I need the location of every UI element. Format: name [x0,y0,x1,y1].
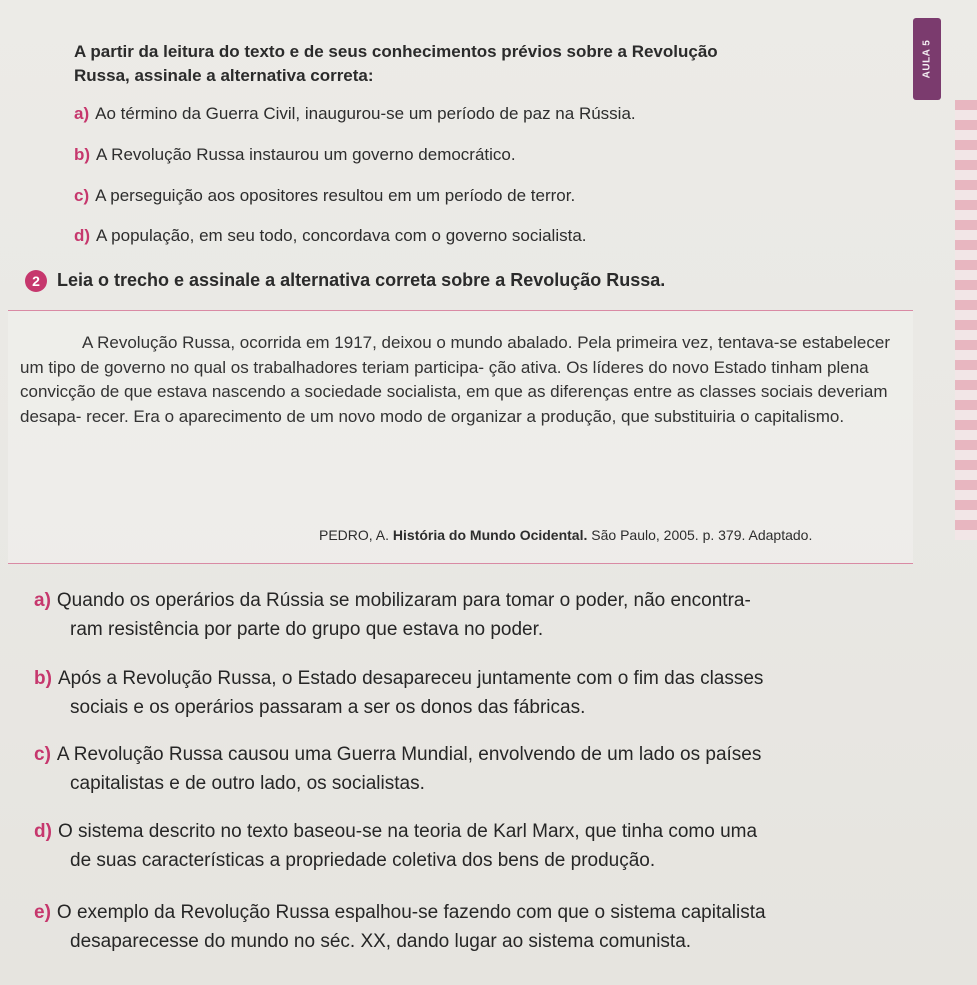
option-letter: a) [34,590,51,611]
question2-option-d[interactable] [34,817,944,875]
lesson-side-tab [913,18,941,100]
question1-stem-line2: Russa, assinale a alternativa correta: [74,66,374,85]
option-text-line1: A Revolução Russa causou uma Guerra Mundial, envolvendo de um lado os países [56,744,762,765]
margin-stripes [955,100,977,540]
question1-option-d[interactable] [74,225,587,247]
option-text-line1: Quando os operários da Rússia se mobilizaram para tomar o poder, não encontra- [56,590,751,611]
excerpt-line: o capitalismo. [740,406,845,426]
option-letter: b) [74,145,91,164]
option-letter: b) [34,668,52,689]
excerpt-line: tentava-se estabelecer um tipo de governo no qual os trabalhadores teriam participa- [20,333,890,377]
option-letter: a) [74,104,90,123]
option-text-line2: capitalistas e de outro lado, os socialistas. [70,773,425,794]
option-text: A população, em seu todo, concordava com o governo socialista. [96,226,587,245]
option-text: A perseguição aos opositores resultou em um período de terror. [95,186,576,205]
excerpt-box [8,310,913,564]
question1-option-a[interactable] [74,103,636,125]
citation-details: São Paulo, 2005. p. 379. Adaptado. [591,527,813,543]
option-text: A Revolução Russa instaurou um governo democrático. [96,145,516,164]
option-text-line2: desaparecesse do mundo no séc. XX, dando lugar ao sistema comunista. [70,931,692,952]
citation-author: PEDRO, A. [319,527,390,543]
option-text-line1: O sistema descrito no texto baseou-se na teoria de Karl Marx, que tinha como uma [57,821,758,842]
excerpt-line: ção ativa. Os líderes do novo Estado tinham plena convicção de que estava nascendo [20,357,869,401]
excerpt-text [20,331,905,429]
question2-option-b[interactable] [34,664,944,722]
question1-stem-line1: A partir da leitura do texto e de seus conhecimentos prévios sobre a Revolução [74,42,718,61]
option-text-line2: sociais e os operários passaram a ser os donos das fábricas. [70,697,586,718]
question2-option-a[interactable] [34,586,944,644]
option-letter: e) [34,902,51,923]
excerpt-line: recer. Era o aparecimento de um novo modo de organizar a produção, que substituiria [86,406,736,426]
option-text-line2: ram resistência por parte do grupo que estava no poder. [70,619,544,640]
question1-stem [74,40,874,88]
option-letter: d) [74,226,91,245]
question1-option-c[interactable] [74,185,575,207]
excerpt-line: a sociedade socialista, em que as diferenças entre as classes sociais deveriam desapa- [20,382,888,426]
citation-title: História do Mundo Ocidental. [392,527,588,543]
option-letter: c) [34,744,51,765]
option-text-line2: de suas características a propriedade coletiva dos bens de produção. [70,850,656,871]
question2-option-c[interactable] [34,740,944,798]
question2-number-badge: 2 [25,270,47,292]
option-letter: c) [74,186,90,205]
lesson-tab-label: AULA 5 [921,39,933,79]
question1-option-b[interactable] [74,144,516,166]
excerpt-citation [319,527,812,543]
option-text: Ao término da Guerra Civil, inaugurou-se um período de paz na Rússia. [95,104,636,123]
excerpt-line: A Revolução Russa, ocorrida em 1917, deixou o mundo abalado. Pela primeira vez, [82,333,714,352]
question2-option-e[interactable] [34,898,944,956]
option-text-line1: Após a Revolução Russa, o Estado desapareceu juntamente com o fim das classes [57,668,764,689]
question2-stem: Leia o trecho e assinale a alternativa correta sobre a Revolução Russa. [57,270,666,290]
option-text-line1: O exemplo da Revolução Russa espalhou-se fazendo com que o sistema capitalista [56,902,766,923]
option-letter: d) [34,821,52,842]
